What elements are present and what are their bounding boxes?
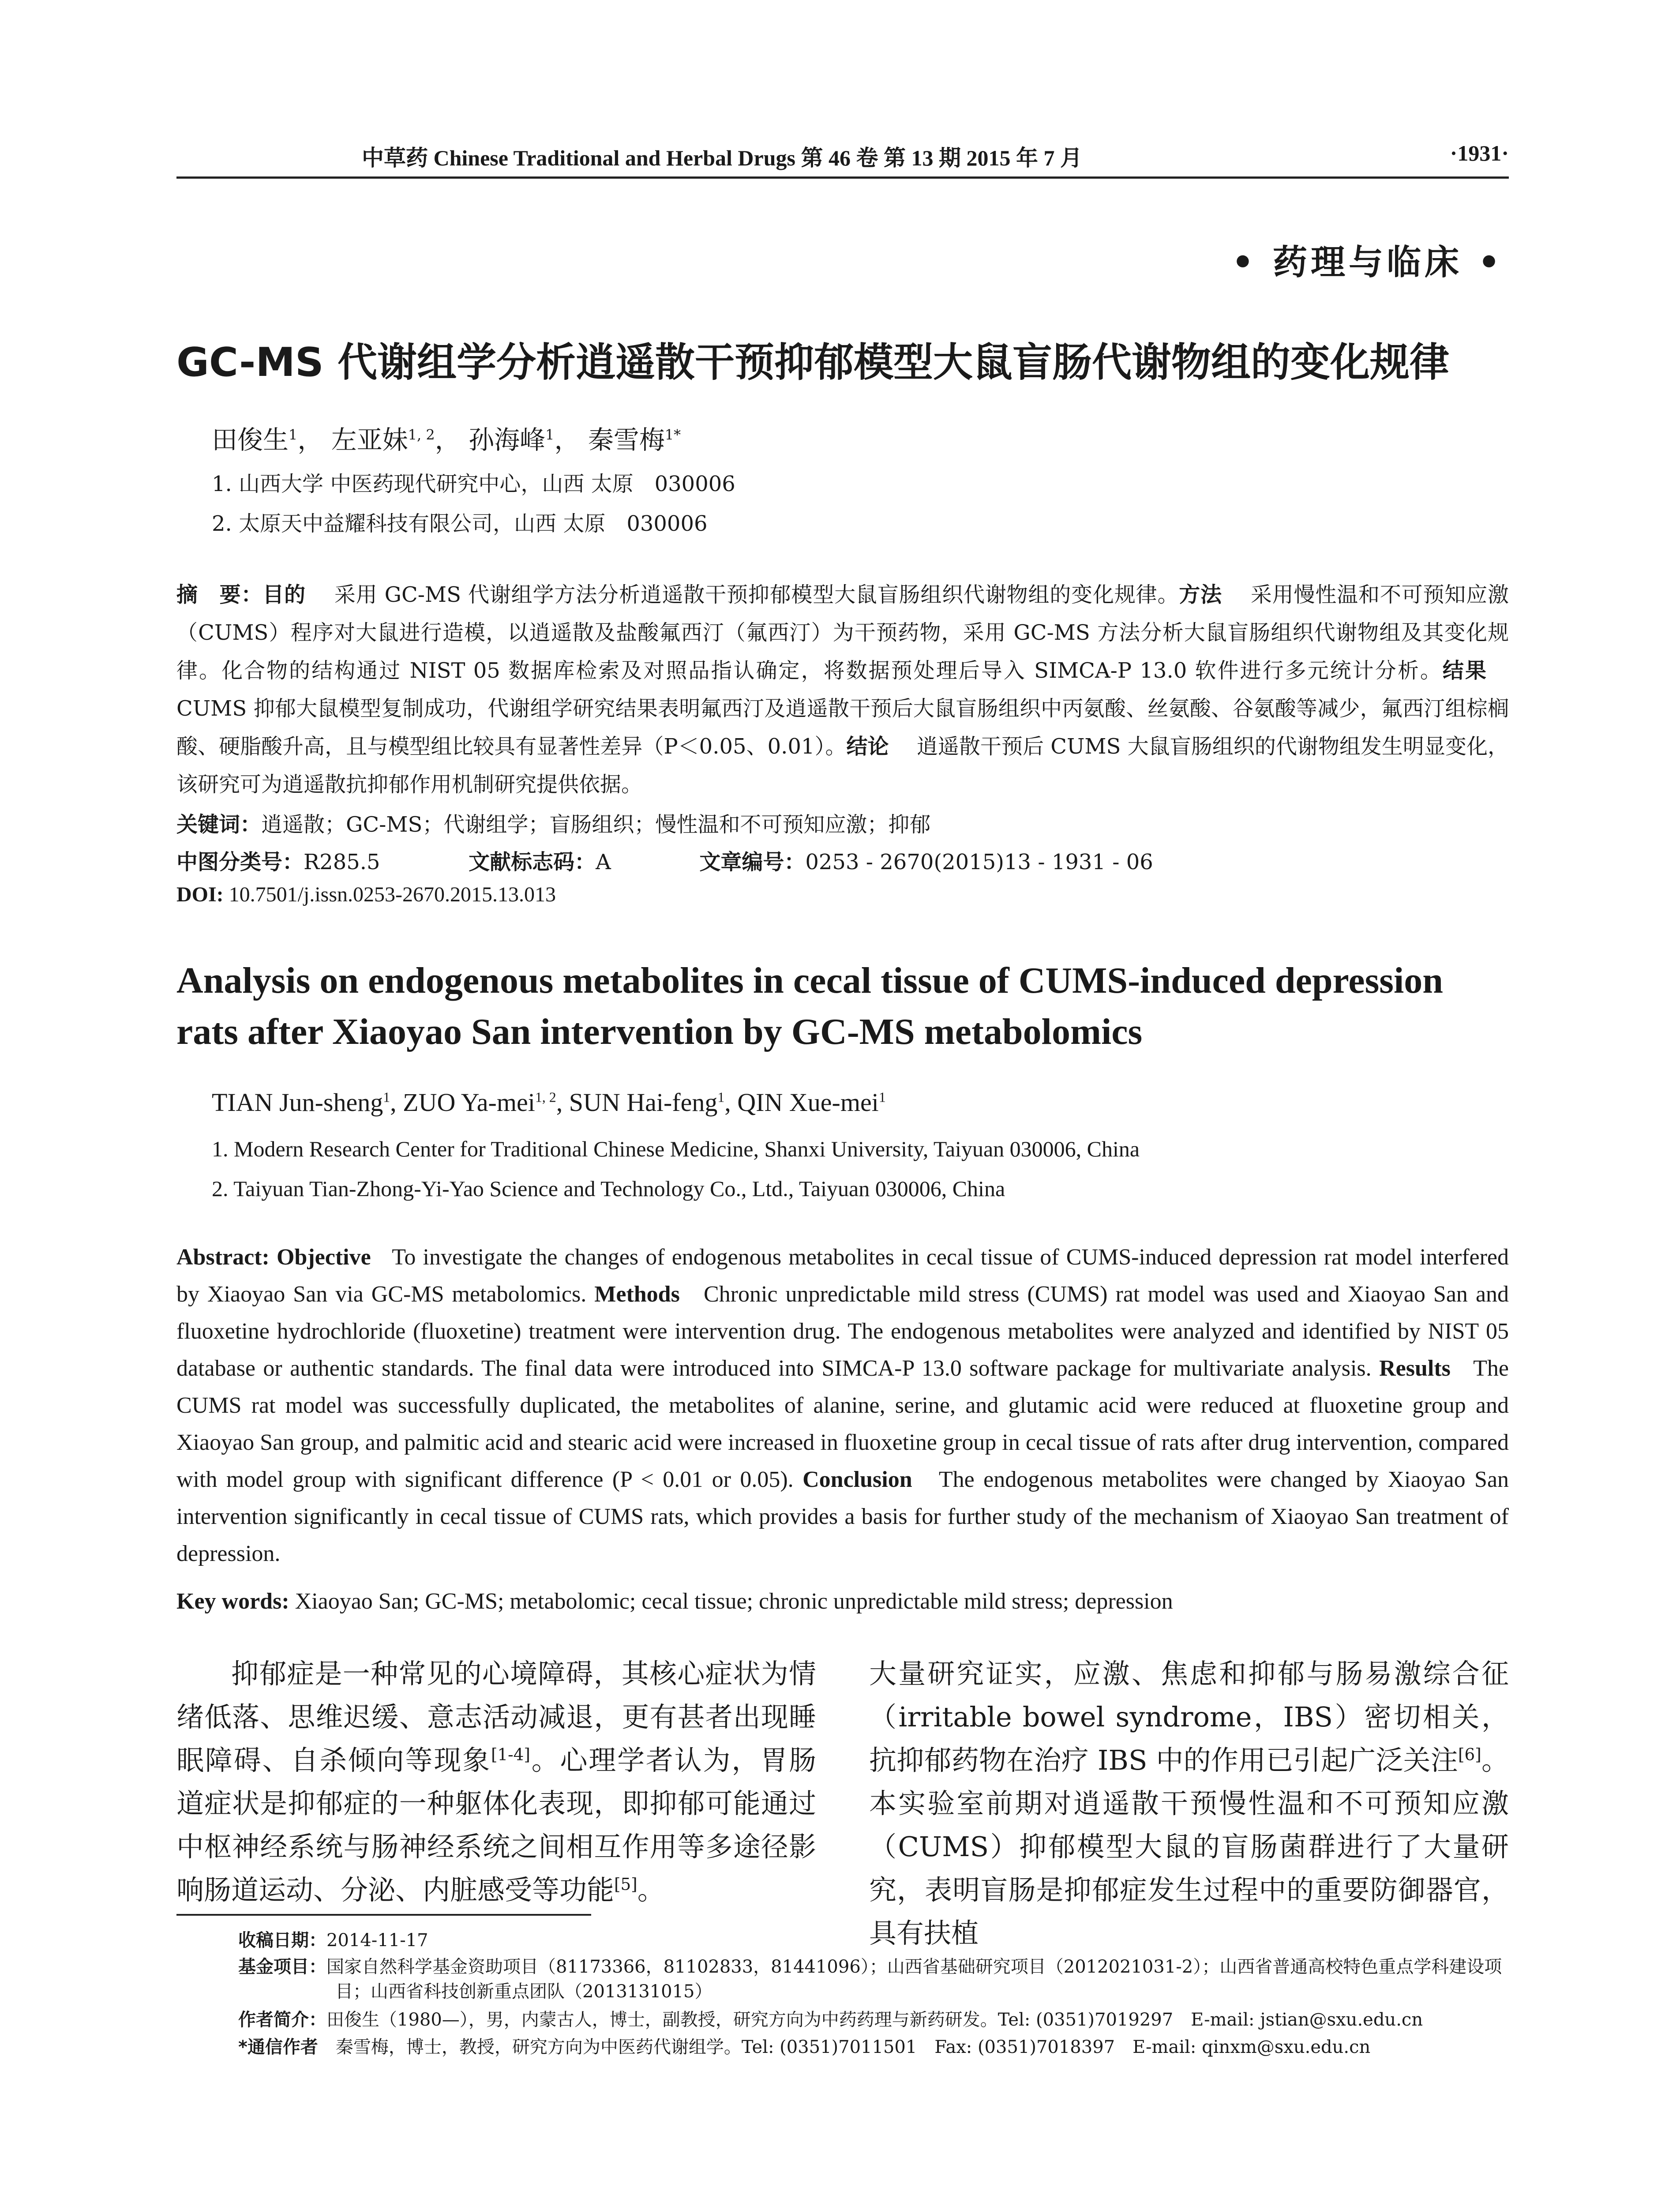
- english-keywords: [176, 1588, 1509, 1614]
- classification-line: [176, 845, 1153, 875]
- journal-header: 中草药 Chinese Traditional and Herbal Drugs 第 46 卷 第 13 期 2015 年 7 月: [362, 146, 1082, 170]
- keywords-label: Key words:: [176, 1589, 289, 1614]
- conclusion-label: 结论: [846, 734, 889, 759]
- body-text: 大量研究证实，应激、焦虑和抑郁与肠易激综合征（irritable bowel syndrome，IBS）密切相关，抗抑郁药物在治疗 IBS 中的作用已引起广泛关注: [869, 1658, 1509, 1776]
- body-column-left: [176, 1652, 816, 1912]
- footnote-received: [238, 1928, 1509, 1953]
- citation: [5]: [614, 1874, 638, 1894]
- section-label: • 药理与临床 •: [1231, 242, 1504, 282]
- author-sup: 1*: [664, 426, 681, 443]
- author-sup: 1: [545, 426, 555, 443]
- clc-label: 中图分类号：: [176, 850, 304, 874]
- objective-text: 采用 GC-MS 代谢组学方法分析逍遥散干预抑郁模型大鼠盲肠组织代谢物组的变化规律。: [334, 582, 1179, 607]
- conclusion-text: The endogenous metabolites were changed by Xiaoyao San intervention significantly in cecal tissue of CUMS rats, which provides a basis for further study of the mechanism of Xiaoyao San treatment of depression.: [176, 1467, 1509, 1566]
- doi-line: [176, 882, 556, 907]
- results-text: The CUMS rat model was successfully duplicated, the metabolites of alanine, serine, and glutamic acid were reduced at fluoxetine group and Xiaoyao San group, and palmitic acid and stearic acid were increased in fluoxetine group in cecal tissue of rats after drug intervention, compared with model group with significant difference (P < 0.01 or 0.05).: [176, 1356, 1509, 1492]
- running-header: [176, 140, 1509, 173]
- chinese-affiliation-1: 1. 山西大学 中医药现代研究中心，山西 太原 030006: [212, 472, 735, 496]
- abstract-objective-label: Abstract: Objective: [176, 1245, 371, 1270]
- author-bio-label: 作者简介：: [238, 2010, 326, 2030]
- chinese-title: GC-MS 代谢组学分析逍遥散干预抑郁模型大鼠盲肠代谢物组的变化规律: [176, 339, 1450, 386]
- methods-label: 方法: [1179, 582, 1222, 607]
- author-name: 左亚妹: [331, 425, 408, 455]
- methods-text: 采用慢性温和不可预知应激（CUMS）程序对大鼠进行造模，以逍遥散及盐酸氟西汀（氟西汀）为干预药物，采用 GC-MS 方法分析大鼠盲肠组织代谢物组及其变化规律。化合物的结构通过 NIST 05 数据库检索及对照品指认确定，将数据预处理后导入 SIMCA-P 13.0 软件进行多元统计分析。: [176, 582, 1509, 683]
- footnote-rule: [176, 1914, 591, 1916]
- methods-text: Chronic unpredictable mild stress (CUMS) rat model was used and Xiaoyao San and fluoxetine hydrochloride (fluoxetine) treatment were intervention drug. The endogenous metabolites were analyzed and identified by NIST 05 database or authentic standards. The final data were introduced into SIMCA-P 13.0 software package for multivariate analysis.: [176, 1282, 1509, 1381]
- author-sup: 1, 2: [408, 426, 435, 443]
- results-text: CUMS 抑郁大鼠模型复制成功，代谢组学研究结果表明氟西汀及逍遥散干预后大鼠盲肠组织中丙氨酸、丝氨酸、谷氨酸等减少，氟西汀组棕榈酸、硬脂酸升高，且与模型组比较具有显著性差异（P＜0.05、0.01）。: [176, 696, 1509, 759]
- fund-label: 基金项目：: [238, 1957, 326, 1977]
- citation: [1-4]: [491, 1745, 530, 1764]
- received-date: 2014-11-17: [326, 1930, 428, 1951]
- doi-label: DOI:: [176, 883, 224, 906]
- author-name: 田俊生: [212, 425, 289, 455]
- article-number-label: 文章编号：: [699, 850, 806, 874]
- page-number: ·1931·: [1450, 141, 1509, 165]
- author-sup: 1, 2: [535, 1089, 556, 1105]
- english-affiliation-2: 2. Taiyuan Tian-Zhong-Yi-Yao Science and Technology Co., Ltd., Taiyuan 030006, China: [212, 1176, 1005, 1201]
- english-affiliation-1: 1. Modern Research Center for Traditional Chinese Medicine, Shanxi University, Taiyuan 030006, China: [212, 1137, 1140, 1161]
- doc-code-value: A: [596, 850, 611, 874]
- author-sup: 1: [289, 426, 298, 443]
- footnote-fund: [238, 1955, 1509, 2004]
- corresponding-label: *通信作者: [238, 2037, 318, 2057]
- body-text: 。本实验室前期对逍遥散干预慢性温和不可预知应激（CUMS）抑郁模型大鼠的盲肠菌群进行了大量研究，表明盲肠是抑郁症发生过程中的重要防御器官，具有扶植: [869, 1744, 1509, 1949]
- body-text: 抑郁症是一种常见的心境障碍，其核心症状为情绪低落、思维迟缓、意志活动减退，更有甚者出现睡眠障碍、自杀倾向等现象: [176, 1658, 816, 1776]
- body-column-right: [869, 1652, 1509, 1955]
- keywords-text: 逍遥散；GC-MS；代谢组学；盲肠组织；慢性温和不可预知应激；抑郁: [261, 812, 931, 837]
- keywords-text: Xiaoyao San; GC-MS; metabolomic; cecal tissue; chronic unpredictable mild stress; depression: [295, 1589, 1173, 1614]
- author-name: TIAN Jun-sheng: [212, 1088, 383, 1117]
- results-label: 结果: [1442, 658, 1488, 683]
- english-title: Analysis on endogenous metabolites in cecal tissue of CUMS-induced depression rats after Xiaoyao San intervention by GC-MS metabolomics: [176, 960, 1444, 1052]
- author-name: 孙海峰: [469, 425, 546, 455]
- footnote-corresponding: [238, 2035, 1509, 2060]
- chinese-affiliation-2: 2. 太原天中益耀科技有限公司，山西 太原 030006: [212, 511, 708, 536]
- conclusion-label: Conclusion: [802, 1467, 912, 1492]
- objective-label: 目的: [262, 582, 306, 607]
- objective-text: To investigate the changes of endogenous metabolites in cecal tissue of CUMS-induced depression rat model interfered by Xiaoyao San via GC-MS metabolomics.: [176, 1245, 1509, 1307]
- corresponding-text: 秦雪梅，博士，教授，研究方向为中医药代谢组学。Tel: (0351)7011501 Fax: (0351)7018397 E-mail: qinxm@sxu.edu.cn: [335, 2037, 1371, 2057]
- english-abstract: [176, 1239, 1509, 1572]
- author-name: QIN Xue-mei: [737, 1088, 879, 1117]
- body-text: 。: [637, 1874, 665, 1906]
- article-number-value: 0253 - 2670(2015)13 - 1931 - 06: [805, 850, 1153, 874]
- citation: [6]: [1458, 1745, 1481, 1764]
- fund-text: 国家自然科学基金资助项目（81173366，81102833，81441096）；山西省基础研究项目（2012021031-2）；山西省普通高校特色重点学科建设项目；山西省科技创新重点团队（2013131015）: [326, 1957, 1502, 2002]
- clc-value: R285.5: [304, 850, 380, 874]
- chinese-authors: 田俊生$^1$， 左亚妹$^{1, 2}$， 孙海峰$^1$， 秦雪梅$^{1*}$: [212, 425, 681, 455]
- english-authors: TIAN Jun-sheng$^1$, ZUO Ya-mei$^{1, 2}$, SUN Hai-feng$^1$, QIN Xue-mei$^1$: [212, 1088, 886, 1117]
- author-name: SUN Hai-feng: [569, 1088, 718, 1117]
- chinese-keywords: [176, 807, 930, 838]
- conclusion-text: 逍遥散干预后 CUMS 大鼠盲肠组织的代谢物组发生明显变化，该研究可为逍遥散抗抑郁作用机制研究提供依据。: [176, 734, 1509, 797]
- chinese-abstract: [176, 576, 1509, 803]
- author-sup: 1: [717, 1089, 725, 1105]
- methods-label: Methods: [594, 1282, 680, 1307]
- author-sup: 1: [383, 1089, 390, 1105]
- author-bio-text: 田俊生（1980—），男，内蒙古人，博士，副教授，研究方向为中药药理与新药研发。Tel: (0351)7019297 E-mail: jstian@sxu.edu.cn: [326, 2010, 1423, 2030]
- keywords-label: 关键词：: [176, 812, 262, 837]
- results-label: Results: [1379, 1356, 1451, 1381]
- author-sup: 1: [878, 1089, 886, 1105]
- author-name: ZUO Ya-mei: [403, 1088, 535, 1117]
- received-label: 收稿日期：: [238, 1930, 326, 1951]
- body-text: 。心理学者认为，胃肠道症状是抑郁症的一种躯体化表现，即抑郁可能通过中枢神经系统与肠神经系统之间相互作用等多途径影响肠道运动、分泌、内脏感受等功能: [176, 1744, 816, 1906]
- author-name: 秦雪梅: [588, 425, 665, 455]
- footnote-author: [238, 2007, 1509, 2032]
- doc-code-label: 文献标志码：: [469, 850, 596, 874]
- header-rule: [176, 176, 1509, 179]
- doi-value: 10.7501/j.issn.0253-2670.2015.13.013: [229, 883, 556, 906]
- abstract-lead: 摘 要：: [176, 582, 263, 607]
